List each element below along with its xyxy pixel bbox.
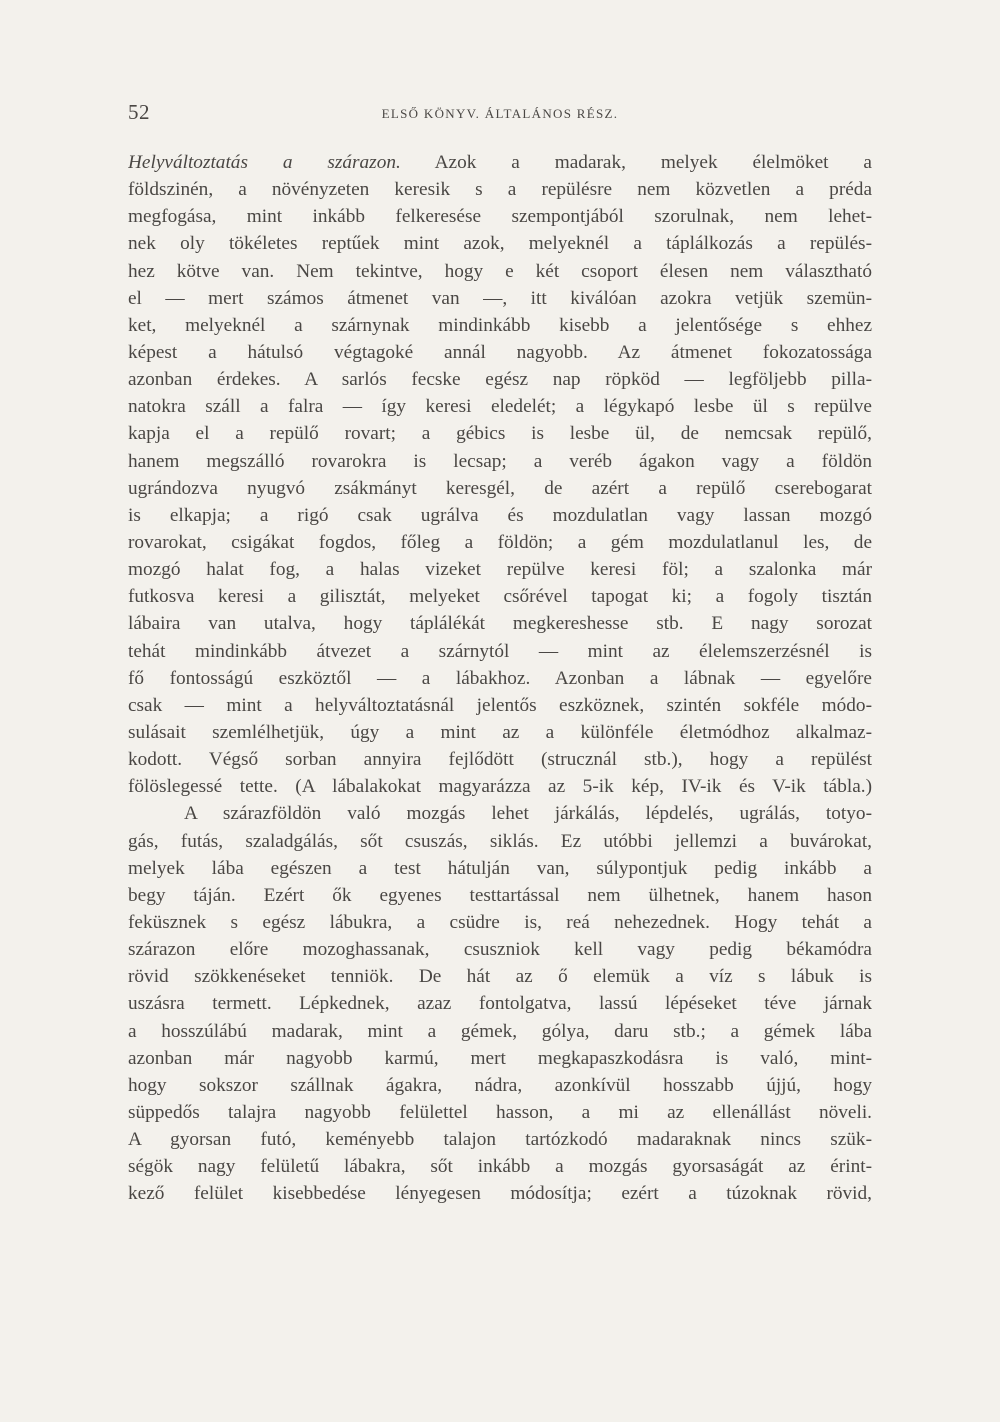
paragraph [128,800,872,1207]
text-line: mozgó halat fog, a halas vizeket repülve keresi föl; a szalonka már [128,559,872,581]
text-line: melyek lába egészen a test hátulján van, súlypontjuk pedig inkább a [128,857,872,879]
text-line: feküsznek s egész lábukra, a csüdre is, reá nehezednek. Hogy tehát a [128,911,872,933]
text-line: képest a hátulsó végtagoké annál nagyobb. Az átmenet fokozatossága [128,341,872,363]
text-line: A gyorsan futó, keményebb talajon tartózkodó madaraknak nincs szük- [128,1129,872,1151]
page-number: 52 [128,100,150,124]
text-line: földszinén, a növényzeten keresik s a repülésre nem közvetlen a préda [128,179,872,201]
text-line: kodott. Végső sorban annyira fejlődött (strucznál stb.), hogy a repülést [128,749,872,771]
text-line: rovarokat, csigákat fogdos, főleg a földön; a gém mozdulatlanul les, de [128,531,872,553]
text-line: süppedős talajra nagyobb felülettel hasson, a mi az ellenállást növeli. [128,1101,872,1123]
paragraph [128,149,872,800]
text-line: el — mert számos átmenet van —, itt kiválóan azokra vetjük szemün- [128,287,872,309]
text-line: szárazon előre mozoghassanak, csuszniok kell vagy pedig békamódra [128,939,872,961]
text-line: kező felület kisebbedése lényegesen módosítja; ezért a túzoknak rövid, [128,1183,872,1205]
text-line: fő fontosságú eszköztől — a lábakhoz. Azonban a lábnak — egyelőre [128,667,872,689]
text-line: fölöslegessé tette. (A lábalakokat magyarázza az 5-ik kép, IV-ik és V-ik tábla.) [128,776,872,798]
text-line: a hosszúlábú madarak, mint a gémek, gólya, daru stb.; a gémek lába [128,1020,872,1042]
text-line: csak — mint a helyváltoztatásnál jelentős eszköznek, szintén sokféle módo- [128,694,872,716]
text-line: is elkapja; a rigó csak ugrálva és mozdulatlan vagy lassan mozgó [128,504,872,526]
text-line: lábaira van utalva, hogy táplálékát megkereshesse stb. E nagy sorozat [128,613,872,635]
text-line: nek oly tökéletes reptűek mint azok, melyeknél a táplálkozás a repülés- [128,233,872,255]
running-head: ELSŐ KÖNYV. ÁLTALÁNOS RÉSZ. [381,106,619,121]
text-line: ugrándozva nyugvó zsákmányt keresgél, de azért a repülő cserebogarat [128,477,872,499]
text-line: azonban érdekes. A sarlós fecske egész nap röpköd — legföljebb pilla- [128,369,872,391]
text-line: natokra száll a falra — így keresi eledelét; a légykapó lesbe ül s repülve [128,396,872,418]
page-header [128,100,872,130]
text-line: gás, futás, szaladgálás, sőt csuszás, siklás. Ez utóbbi jellemzi a buvárokat, [128,830,872,852]
text-line: azonban már nagyobb karmú, mert megkapaszkodásra is való, mint- [128,1047,872,1069]
text-line-content: Azok a madarak, melyek élelmöket a [400,152,872,173]
body-text [128,149,872,1207]
text-line: ket, melyeknél a szárnynak mindinkább kisebb a jelentősége s ehhez [128,314,872,336]
text-line: hanem megszálló rovarokra is lecsap; a veréb ágakon vagy a földön [128,450,872,472]
text-line: megfogása, mint inkább felkeresése szempontjából szorulnak, nem lehet- [128,206,872,228]
text-line: hogy sokszor szállnak ágakra, nádra, azonkívül hosszabb újjú, hogy [128,1074,872,1096]
text-line [128,149,872,176]
text-line: rövid szökkenéseket tenniök. De hát az ő elemük a víz s lábuk is [128,966,872,988]
text-line: uszásra termett. Lépkednek, azaz fontolgatva, lassú lépéseket téve járnak [128,993,872,1015]
text-line: ségök nagy felületű lábakra, sőt inkább a mozgás gyorsaságát az érint- [128,1156,872,1178]
text-line: kapja el a repülő rovart; a gébics is lesbe ül, de nemcsak repülő, [128,423,872,445]
text-line: sulásait szemlélhetjük, úgy a mint az a különféle életmódhoz alkalmaz- [128,721,872,743]
text-line: begy táján. Ezért ők egyenes testtartással nem ülhetnek, hanem hason [128,884,872,906]
text-line: A szárazföldön való mozgás lehet járkálás, lépdelés, ugrálás, totyo- [184,803,872,825]
section-heading: Helyváltoztatás a szárazon. [128,152,401,173]
text-line: hez kötve van. Nem tekintve, hogy e két csoport élesen nem választható [128,260,872,282]
text-line: futkosva keresi a gilisztát, melyeket csőrével tapogat ki; a fogoly tisztán [128,586,872,608]
text-line: tehát mindinkább átvezet a szárnytól — mint az élelemszerzésnél is [128,640,872,662]
